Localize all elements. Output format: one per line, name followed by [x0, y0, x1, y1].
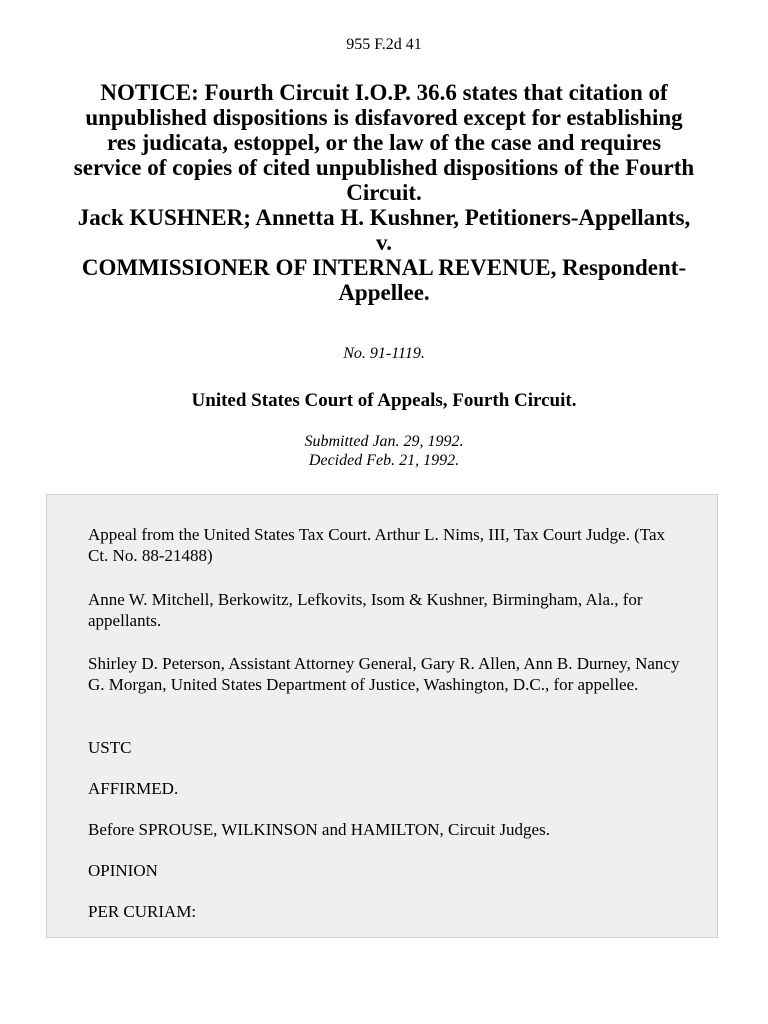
disposition: AFFIRMED. — [88, 779, 179, 798]
title-line: service of copies of cited unpublished dispositions of the Fourth — [73, 155, 695, 180]
submitted-date: Submitted Jan. 29, 1992. — [304, 433, 464, 450]
case-title — [40, 80, 728, 305]
title-line: Circuit. — [346, 180, 422, 205]
title-line: unpublished dispositions is disfavored except for establishing — [85, 105, 683, 130]
citation: 955 F.2d 41 — [346, 36, 422, 53]
counsel-appellants: Anne W. Mitchell, Berkowitz, Lefkovits, Isom & Kushner, Birmingham, Ala., for appellants. — [88, 590, 643, 630]
judges-panel: Before SPROUSE, WILKINSON and HAMILTON, Circuit Judges. — [88, 820, 550, 839]
case-details-panel — [46, 494, 718, 938]
opinion-heading: OPINION — [88, 861, 158, 880]
title-line: Appellee. — [338, 280, 430, 305]
title-line: COMMISSIONER OF INTERNAL REVENUE, Respondent- — [81, 255, 687, 280]
title-line: Jack KUSHNER; Annetta H. Kushner, Petitioners-Appellants, — [77, 205, 691, 230]
title-line: v. — [376, 230, 392, 255]
case-dates — [0, 432, 768, 470]
title-line: NOTICE: Fourth Circuit I.O.P. 36.6 states that citation of — [100, 80, 668, 105]
counsel-appellee: Shirley D. Peterson, Assistant Attorney General, Gary R. Allen, Ann B. Durney, Nancy G. Morgan, United States Department of Justice, Washington, D.C., for appellee. — [88, 654, 680, 694]
docket-number: No. 91-1119. — [343, 345, 425, 362]
decided-date: Decided Feb. 21, 1992. — [308, 452, 460, 469]
per-curiam: PER CURIAM: — [88, 902, 197, 921]
source-label: USTC — [88, 738, 132, 757]
court-name: United States Court of Appeals, Fourth Circuit. — [191, 390, 577, 411]
appeal-from: Appeal from the United States Tax Court. Arthur L. Nims, III, Tax Court Judge. (Tax Ct. No. 88-21488) — [88, 525, 666, 565]
title-line: res judicata, estoppel, or the law of the case and requires — [106, 130, 662, 155]
